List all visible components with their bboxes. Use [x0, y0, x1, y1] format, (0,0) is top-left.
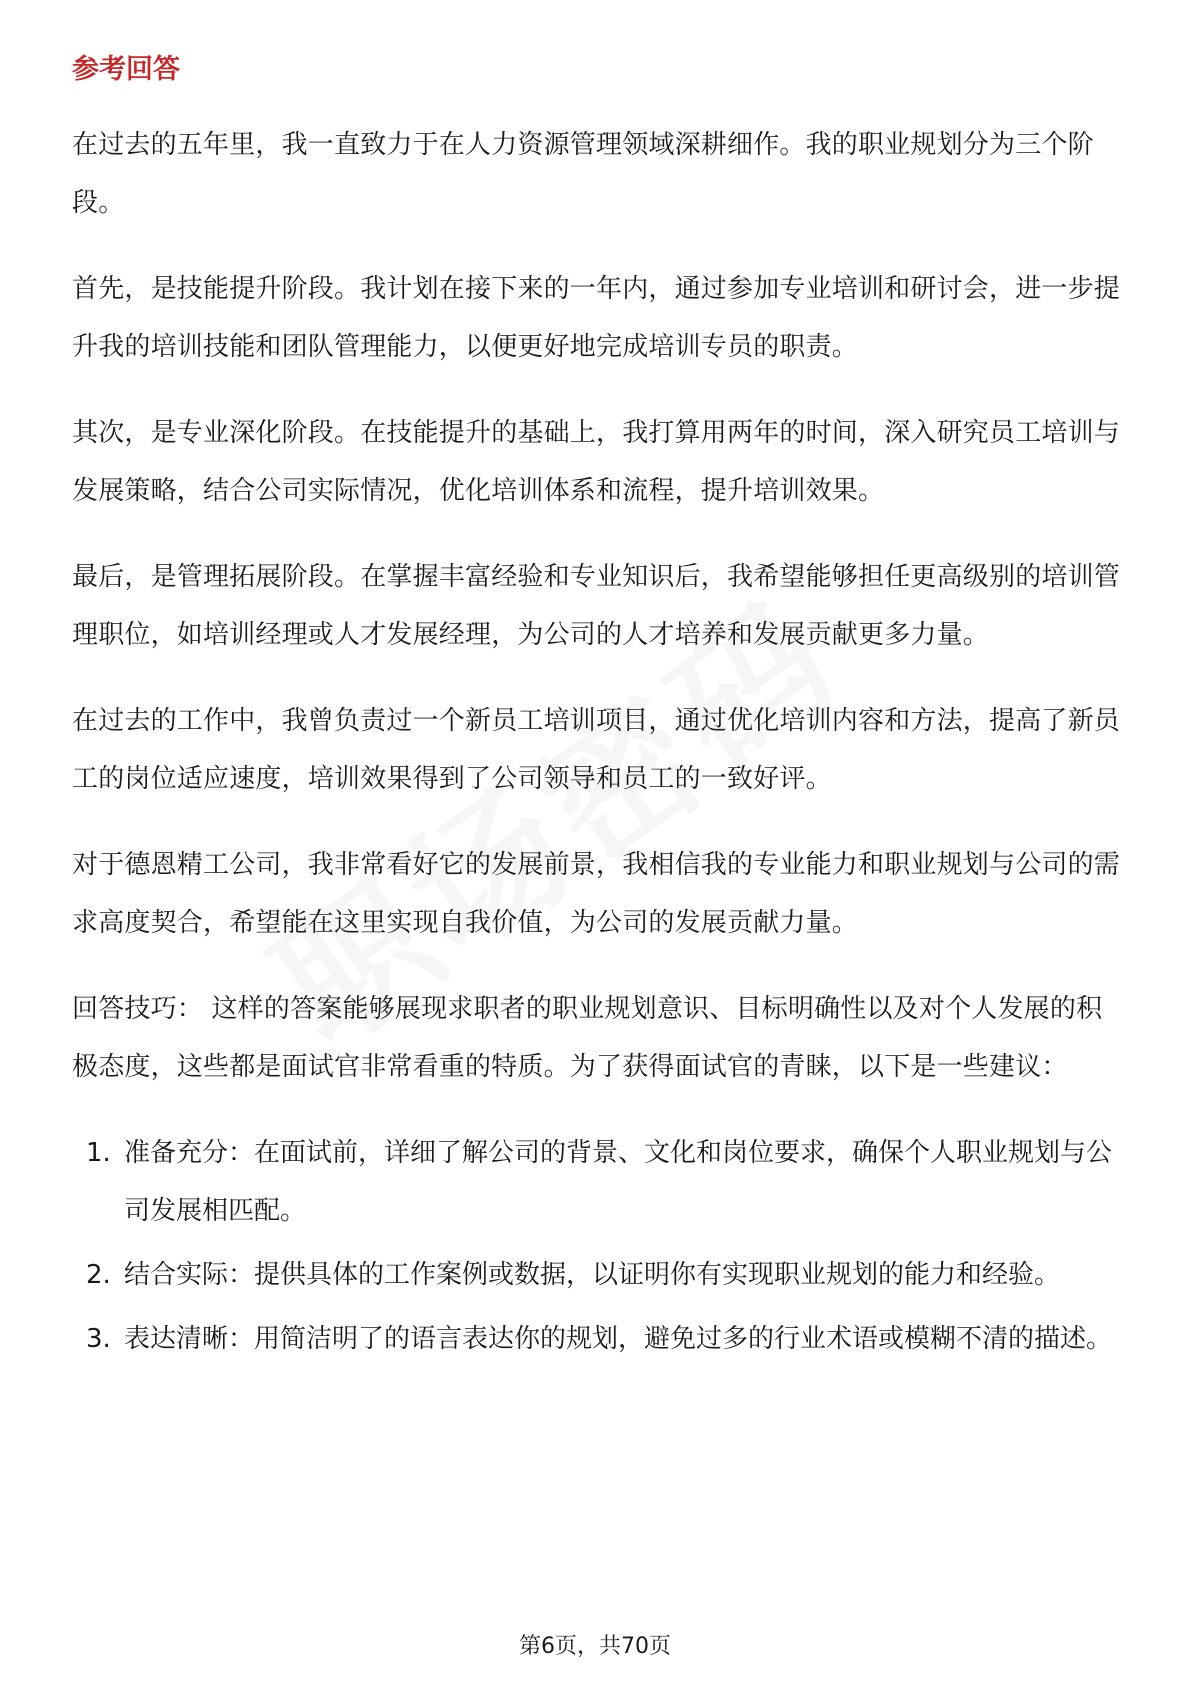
list-item-text: 结合实际：提供具体的工作案例或数据，以证明你有实现职业规划的能力和经验。	[124, 1260, 1061, 1290]
list-item-text: 表达清晰：用简洁明了的语言表达你的规划，避免过多的行业术语或模糊不清的描述。	[124, 1324, 1113, 1354]
paragraph-intro: 在过去的五年里，我一直致力于在人力资源管理领域深耕细作。我的职业规划分为三个阶段。	[72, 130, 1094, 218]
paragraph-company: 对于德恩精工公司，我非常看好它的发展前景，我相信我的专业能力和职业规划与公司的需求高度契合，希望能在这里实现自我价值，为公司的发展贡献力量。	[72, 850, 1121, 938]
paragraph-stage-1: 首先，是技能提升阶段。我计划在接下来的一年内，通过参加专业培训和研讨会，进一步提升我的培训技能和团队管理能力，以便更好地完成培训专员的职责。	[72, 274, 1121, 362]
page-number: 第6页，共70页	[519, 1634, 671, 1659]
answer-content	[72, 116, 1122, 1368]
tips-list	[72, 1124, 1122, 1368]
list-item-number: 1.	[86, 1138, 111, 1168]
section-heading: 参考回答	[72, 54, 180, 85]
paragraph-stage-2: 其次，是专业深化阶段。在技能提升的基础上，我打算用两年的时间，深入研究员工培训与发展策略，结合公司实际情况，优化培训体系和流程，提升培训效果。	[72, 418, 1121, 506]
list-item	[72, 1310, 1122, 1368]
list-item	[72, 1246, 1122, 1304]
paragraph-experience: 在过去的工作中，我曾负责过一个新员工培训项目，通过优化培训内容和方法，提高了新员工的岗位适应速度，培训效果得到了公司领导和员工的一致好评。	[72, 706, 1121, 794]
list-item	[72, 1124, 1122, 1240]
list-item-text: 准备充分：在面试前，详细了解公司的背景、文化和岗位要求，确保个人职业规划与公司发展相匹配。	[124, 1138, 1113, 1226]
paragraph-tips-intro: 回答技巧： 这样的答案能够展现求职者的职业规划意识、目标明确性以及对个人发展的积极态度，这些都是面试官非常看重的特质。为了获得面试官的青睐，以下是一些建议：	[72, 994, 1103, 1082]
list-item-number: 3.	[86, 1324, 111, 1354]
paragraph-stage-3: 最后，是管理拓展阶段。在掌握丰富经验和专业知识后，我希望能够担任更高级别的培训管理职位，如培训经理或人才发展经理，为公司的人才培养和发展贡献更多力量。	[72, 562, 1121, 650]
list-item-number: 2.	[86, 1260, 111, 1290]
